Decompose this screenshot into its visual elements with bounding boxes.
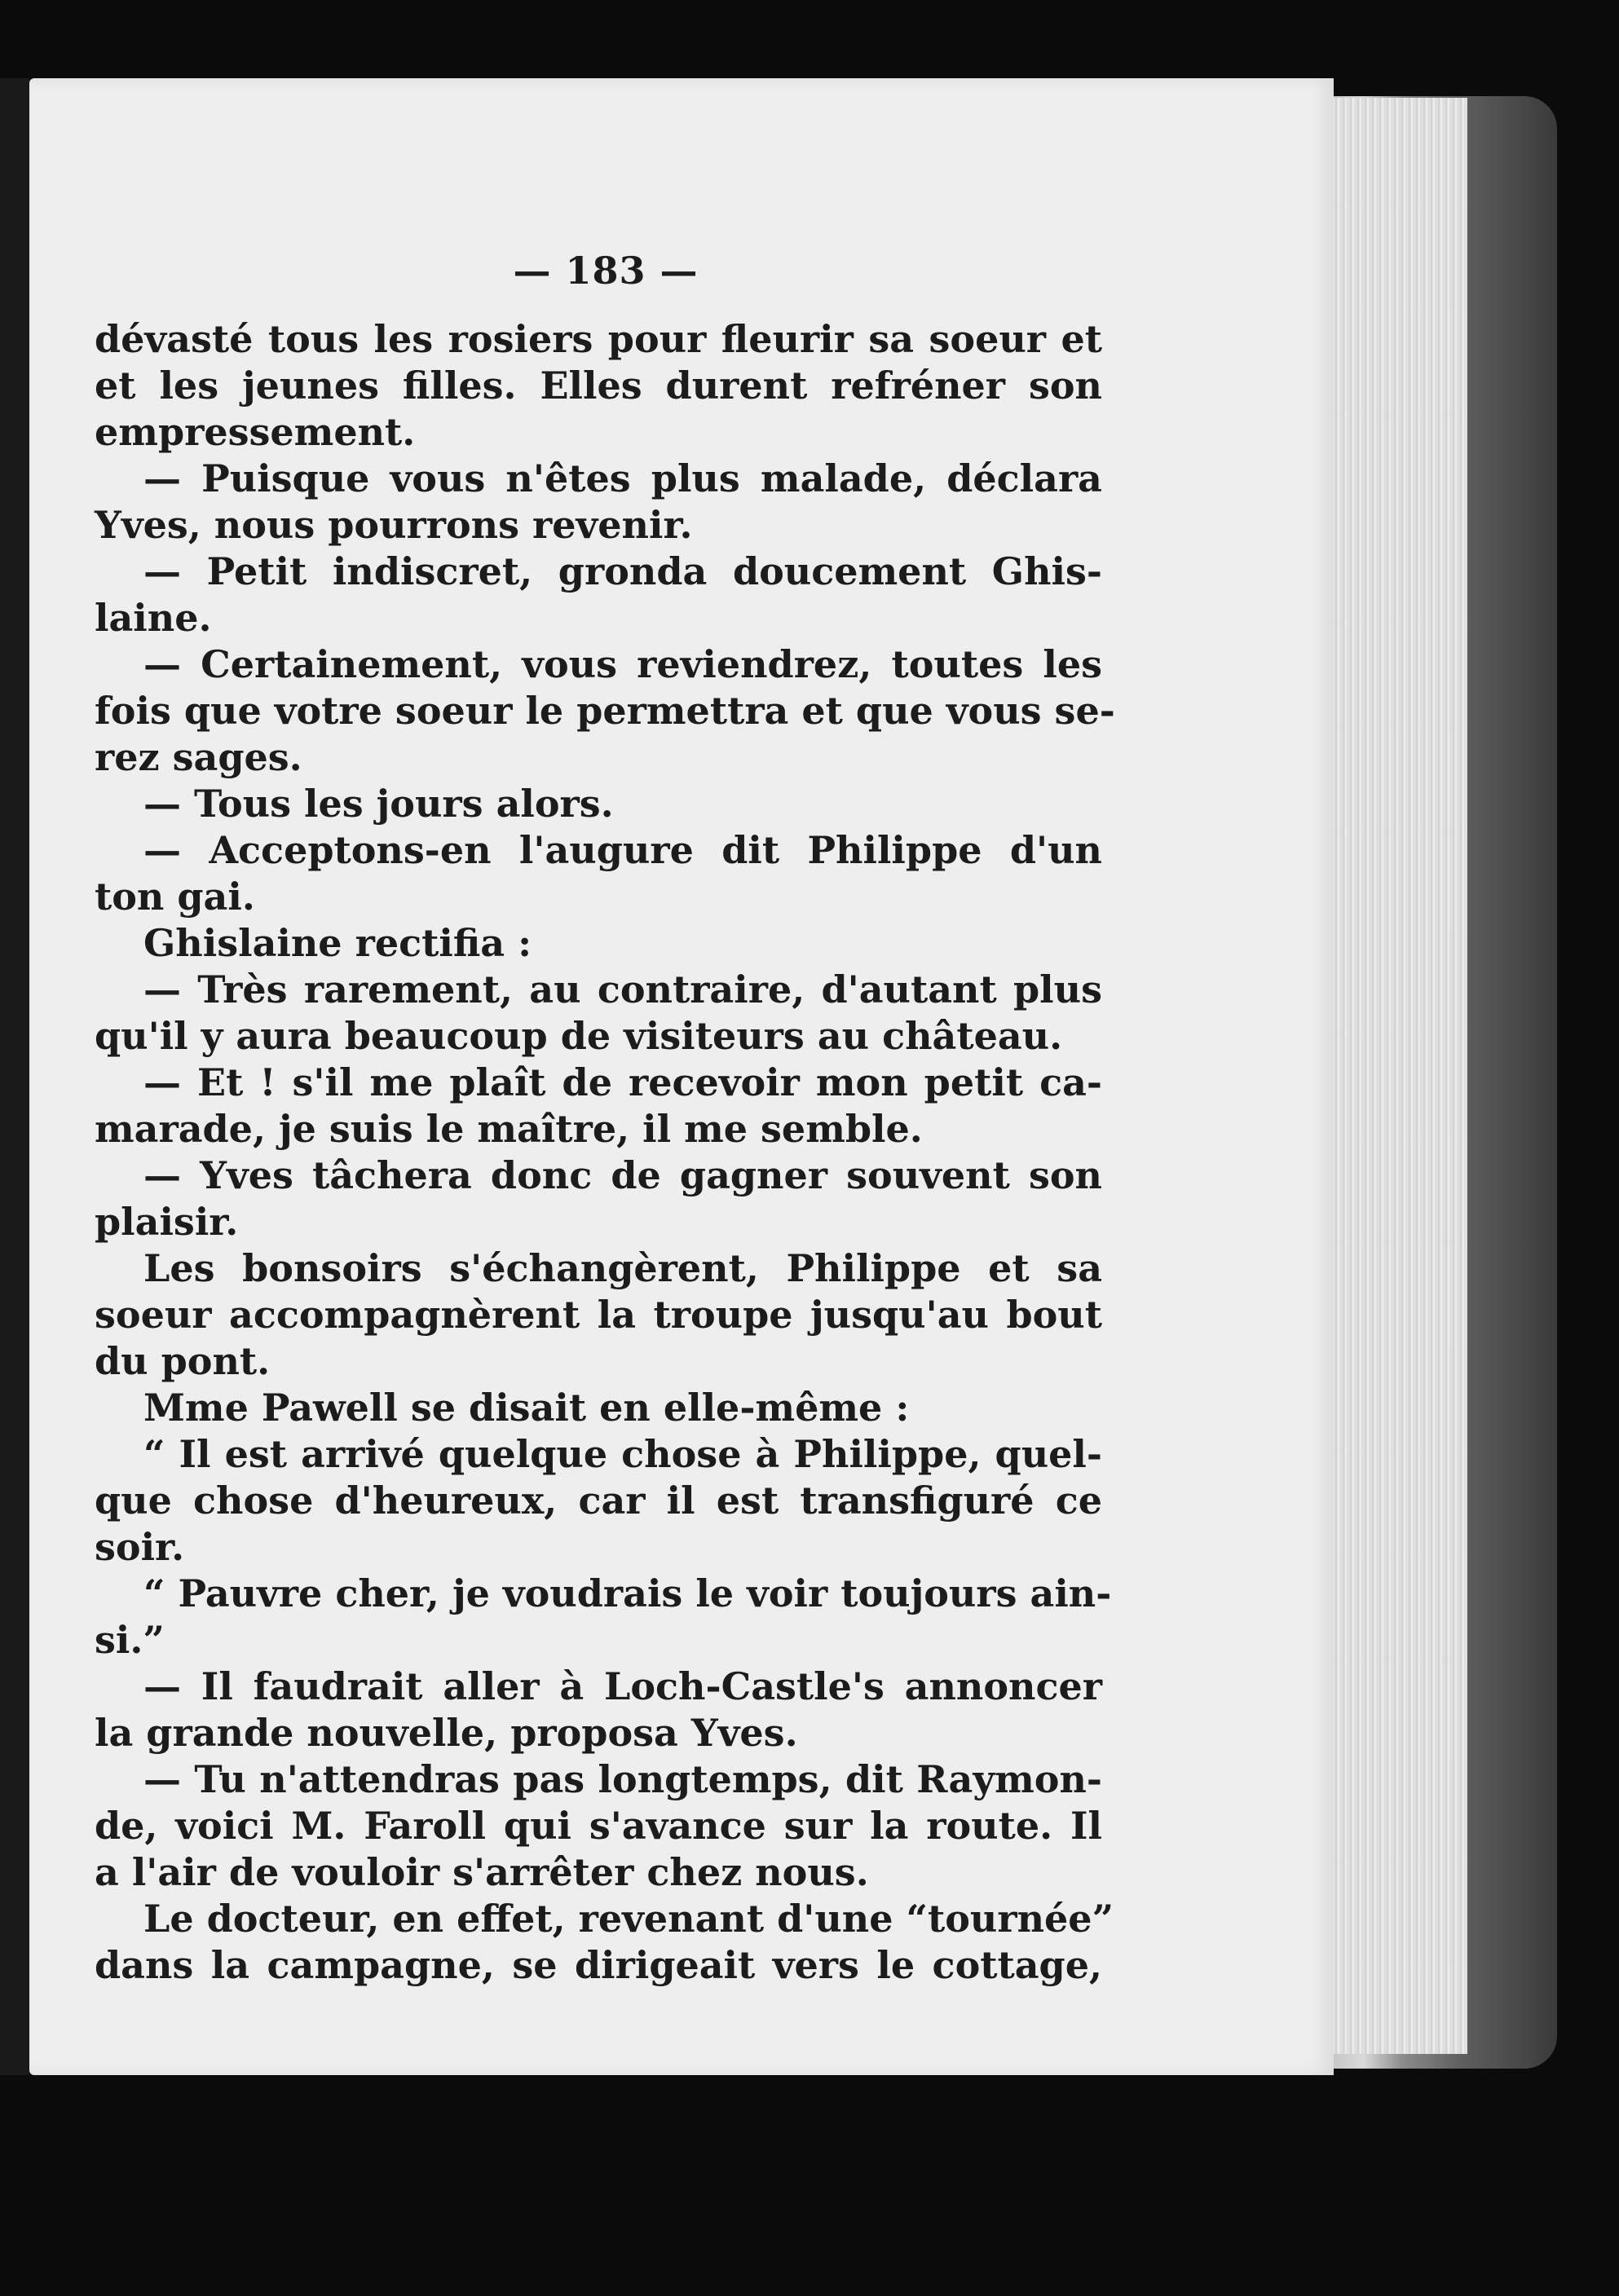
text-line: que chose d'heureux, car il est transfiguré ce bbox=[95, 1479, 1102, 1523]
text-line: la grande nouvelle, proposa Yves. bbox=[95, 1711, 798, 1755]
text-line: dans la campagne, se dirigeait vers le cottage, bbox=[95, 1943, 1102, 1987]
page-number: — 183 — bbox=[513, 249, 699, 293]
text-line: — Acceptons-en l'augure dit Philippe d'un bbox=[143, 828, 1102, 872]
text-line: — Certainement, vous reviendrez, toutes les bbox=[143, 642, 1102, 686]
text-line: “ Pauvre cher, je voudrais le voir toujours ain- bbox=[143, 1571, 1112, 1615]
text-line: “ Il est arrivé quelque chose à Philippe, quel- bbox=[143, 1432, 1102, 1476]
text-line: de, voici M. Faroll qui s'avance sur la route. Il bbox=[95, 1804, 1102, 1848]
text-line: Le docteur, en effet, revenant d'une “tournée” bbox=[143, 1897, 1114, 1941]
text-line: soir. bbox=[95, 1525, 185, 1569]
text-line: empressement. bbox=[95, 410, 416, 454]
text-line: Mme Pawell se disait en elle-même : bbox=[143, 1386, 910, 1430]
text-line: — Tu n'attendras pas longtemps, dit Raymon- bbox=[143, 1757, 1102, 1801]
text-line: du pont. bbox=[95, 1339, 271, 1383]
text-line: et les jeunes filles. Elles durent refréner son bbox=[95, 364, 1102, 408]
text-line: Yves, nous pourrons revenir. bbox=[95, 503, 693, 547]
text-line: plaisir. bbox=[95, 1200, 239, 1244]
text-line: fois que votre soeur le permettra et que vous se- bbox=[95, 689, 1115, 733]
text-line: rez sages. bbox=[95, 735, 302, 779]
text-line: — Tous les jours alors. bbox=[143, 782, 614, 826]
text-line: Ghislaine rectifia : bbox=[143, 921, 532, 965]
text-line: — Petit indiscret, gronda doucement Ghis- bbox=[143, 549, 1102, 593]
scan-border bbox=[0, 78, 29, 2075]
text-line: dévasté tous les rosiers pour fleurir sa soeur et bbox=[95, 317, 1102, 361]
text-line: — Yves tâchera donc de gagner souvent son bbox=[143, 1153, 1102, 1197]
text-line: a l'air de vouloir s'arrêter chez nous. bbox=[95, 1850, 869, 1894]
text-line: — Et ! s'il me plaît de recevoir mon petit ca- bbox=[143, 1060, 1102, 1104]
text-line: marade, je suis le maître, il me semble. bbox=[95, 1107, 923, 1151]
text-line: qu'il y aura beaucoup de visiteurs au château. bbox=[95, 1014, 1063, 1058]
text-line: Les bonsoirs s'échangèrent, Philippe et sa bbox=[143, 1246, 1102, 1290]
text-line: laine. bbox=[95, 596, 212, 640]
text-line: ton gai. bbox=[95, 875, 255, 919]
text-line: — Très rarement, au contraire, d'autant plus bbox=[143, 967, 1102, 1011]
text-line: — Puisque vous n'êtes plus malade, déclara bbox=[143, 456, 1102, 500]
text-line: — Il faudrait aller à Loch-Castle's annoncer bbox=[143, 1664, 1102, 1708]
body-text bbox=[95, 316, 1115, 1989]
text-line: si.” bbox=[95, 1618, 165, 1662]
text-line: soeur accompagnèrent la troupe jusqu'au bout bbox=[95, 1293, 1102, 1337]
